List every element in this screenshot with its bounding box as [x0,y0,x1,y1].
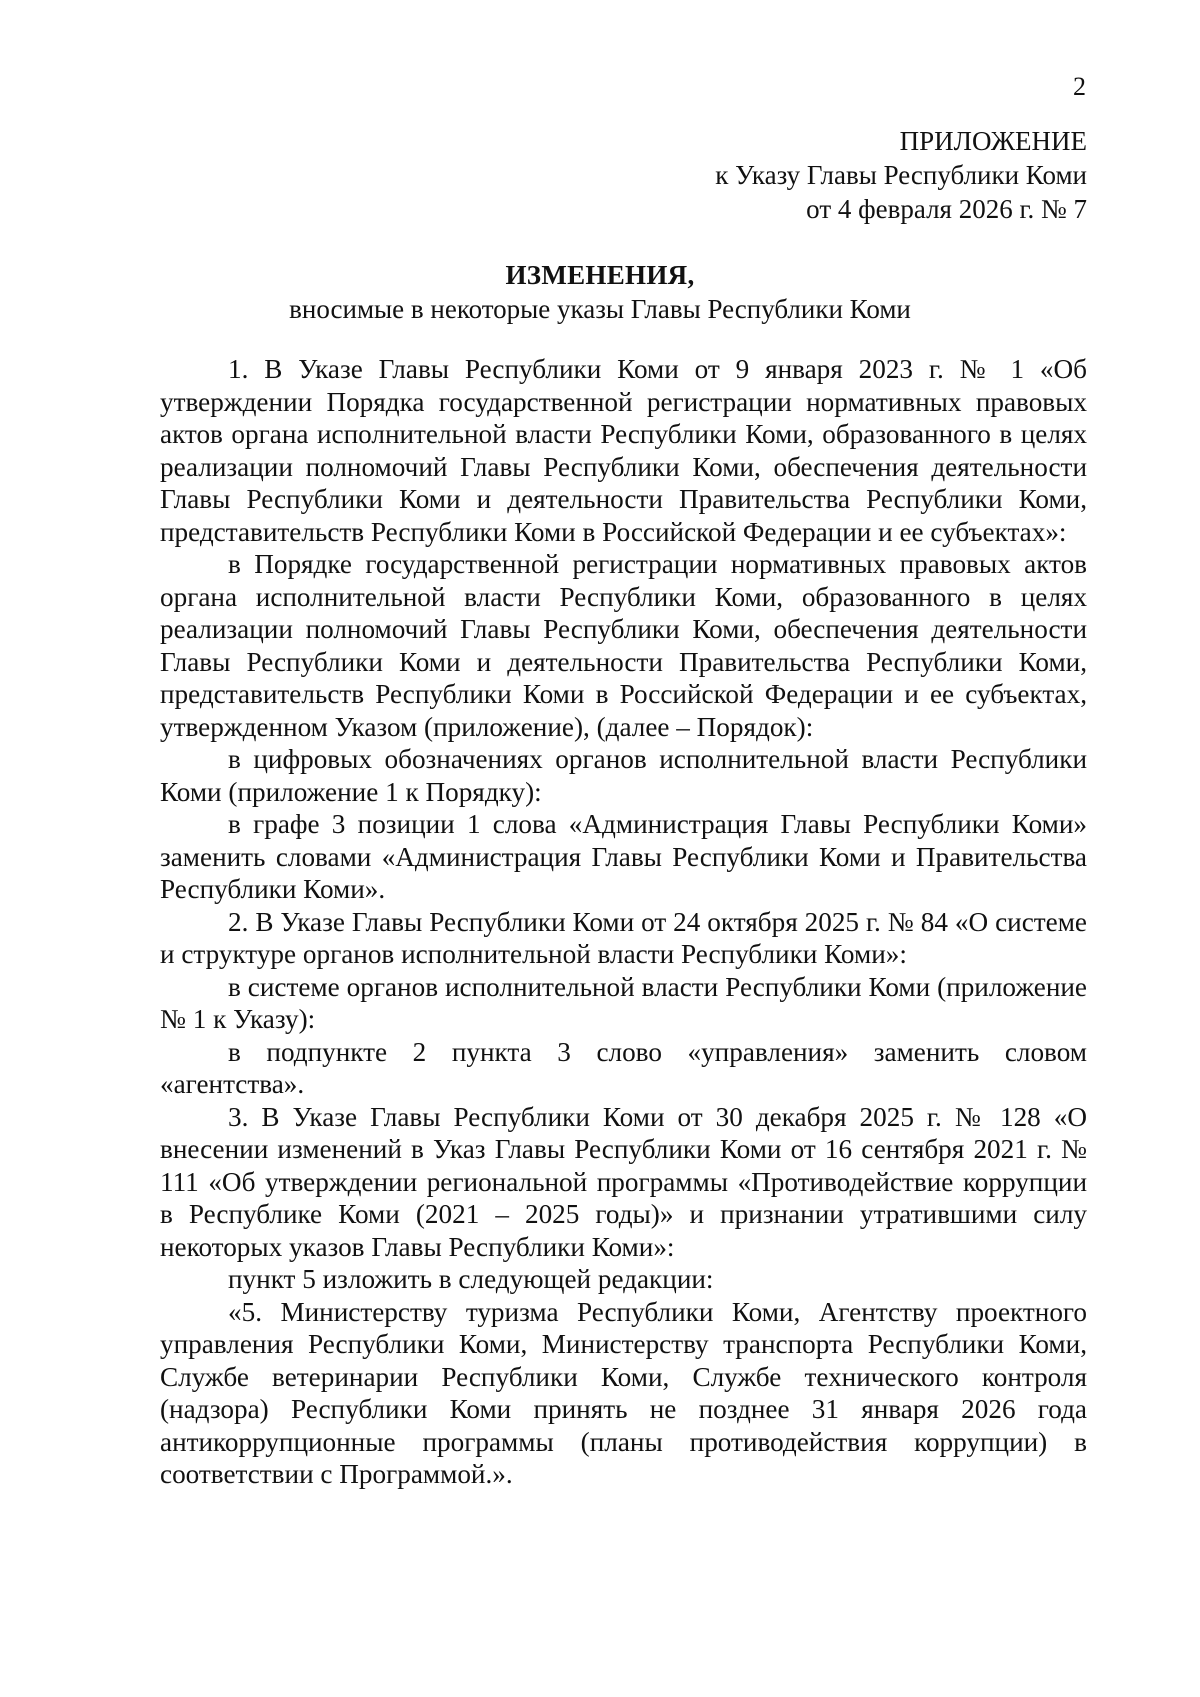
appendix-header [715,124,1087,226]
paragraph-3: в цифровых обозначениях органов исполнительной власти Республики Коми (приложение 1 к Порядку): [160,744,1087,807]
document-subtitle: вносимые в некоторые указы Главы Республики Коми [289,294,911,324]
paragraph-7: в подпункте 2 пункта 3 слово «управления» заменить словом «агентства». [160,1036,1087,1099]
appendix-decree-reference: к Указу Главы Республики Коми [715,160,1087,190]
paragraph-4: в графе 3 позиции 1 слова «Администрация Главы Республики Коми» заменить словами «Администрация Главы Республики Коми и Правительства Республики Коми». [160,809,1087,904]
paragraph-9: пункт 5 изложить в следующей редакции: [228,1264,714,1294]
paragraph-8: 3. В Указе Главы Республики Коми от 30 декабря 2025 г. № 128 «О внесении изменений в Указ Главы Республики Коми от 16 сентября 2021 г. № 111 «Об утверждении региональной программы «Противодействие коррупции в Республике Коми (2021 – 2025 годы)» и признании утратившими силу некоторых указов Главы Республики Коми»: [160,1101,1087,1262]
document-title: ИЗМЕНЕНИЯ, [505,260,695,290]
paragraph-5: 2. В Указе Главы Республики Коми от 24 октября 2025 г. № 84 «О системе и структуре органов исполнительной власти Республики Коми»: [160,906,1087,969]
paragraph-1: 1. В Указе Главы Республики Коми от 9 января 2023 г. № 1 «Об утверждении Порядка государственной регистрации нормативных правовых актов органа исполнительной власти Республики Коми, образованного в целях реализации полномочий Главы Республики Коми, обеспечения деятельности Главы Республики Коми и деятельности Правительства Республики Коми, представительств Республики Коми в Российской Федерации и ее субъектах»: [160,354,1087,547]
appendix-heading: ПРИЛОЖЕНИЕ [899,126,1087,156]
paragraph-10: «5. Министерству туризма Республики Коми, Агентству проектного управления Республики Коми, Министерству транспорта Республики Коми, Службе ветеринарии Республики Коми, Службе технического контроля (надзора) Республики Коми принять не позднее 31 января 2026 года антикоррупционные программы (планы противодействия коррупции) в соответствии с Программой.». [160,1296,1087,1489]
appendix-decree-date: от 4 февраля 2026 г. № 7 [806,194,1087,224]
page-number: 2 [1073,72,1086,101]
paragraph-2: в Порядке государственной регистрации нормативных правовых актов органа исполнительной власти Республики Коми, образованного в целях реализации полномочий Главы Республики Коми, обеспечения деятельности Главы Республики Коми и деятельности Правительства Республики Коми, представительств Республики Коми в Российской Федерации и ее субъектах, утвержденном Указом (приложение), (далее – Порядок): [160,549,1087,742]
document-title-block [0,258,1200,326]
paragraph-6: в системе органов исполнительной власти Республики Коми (приложение № 1 к Указу): [160,971,1087,1034]
document-body [160,353,1087,1491]
